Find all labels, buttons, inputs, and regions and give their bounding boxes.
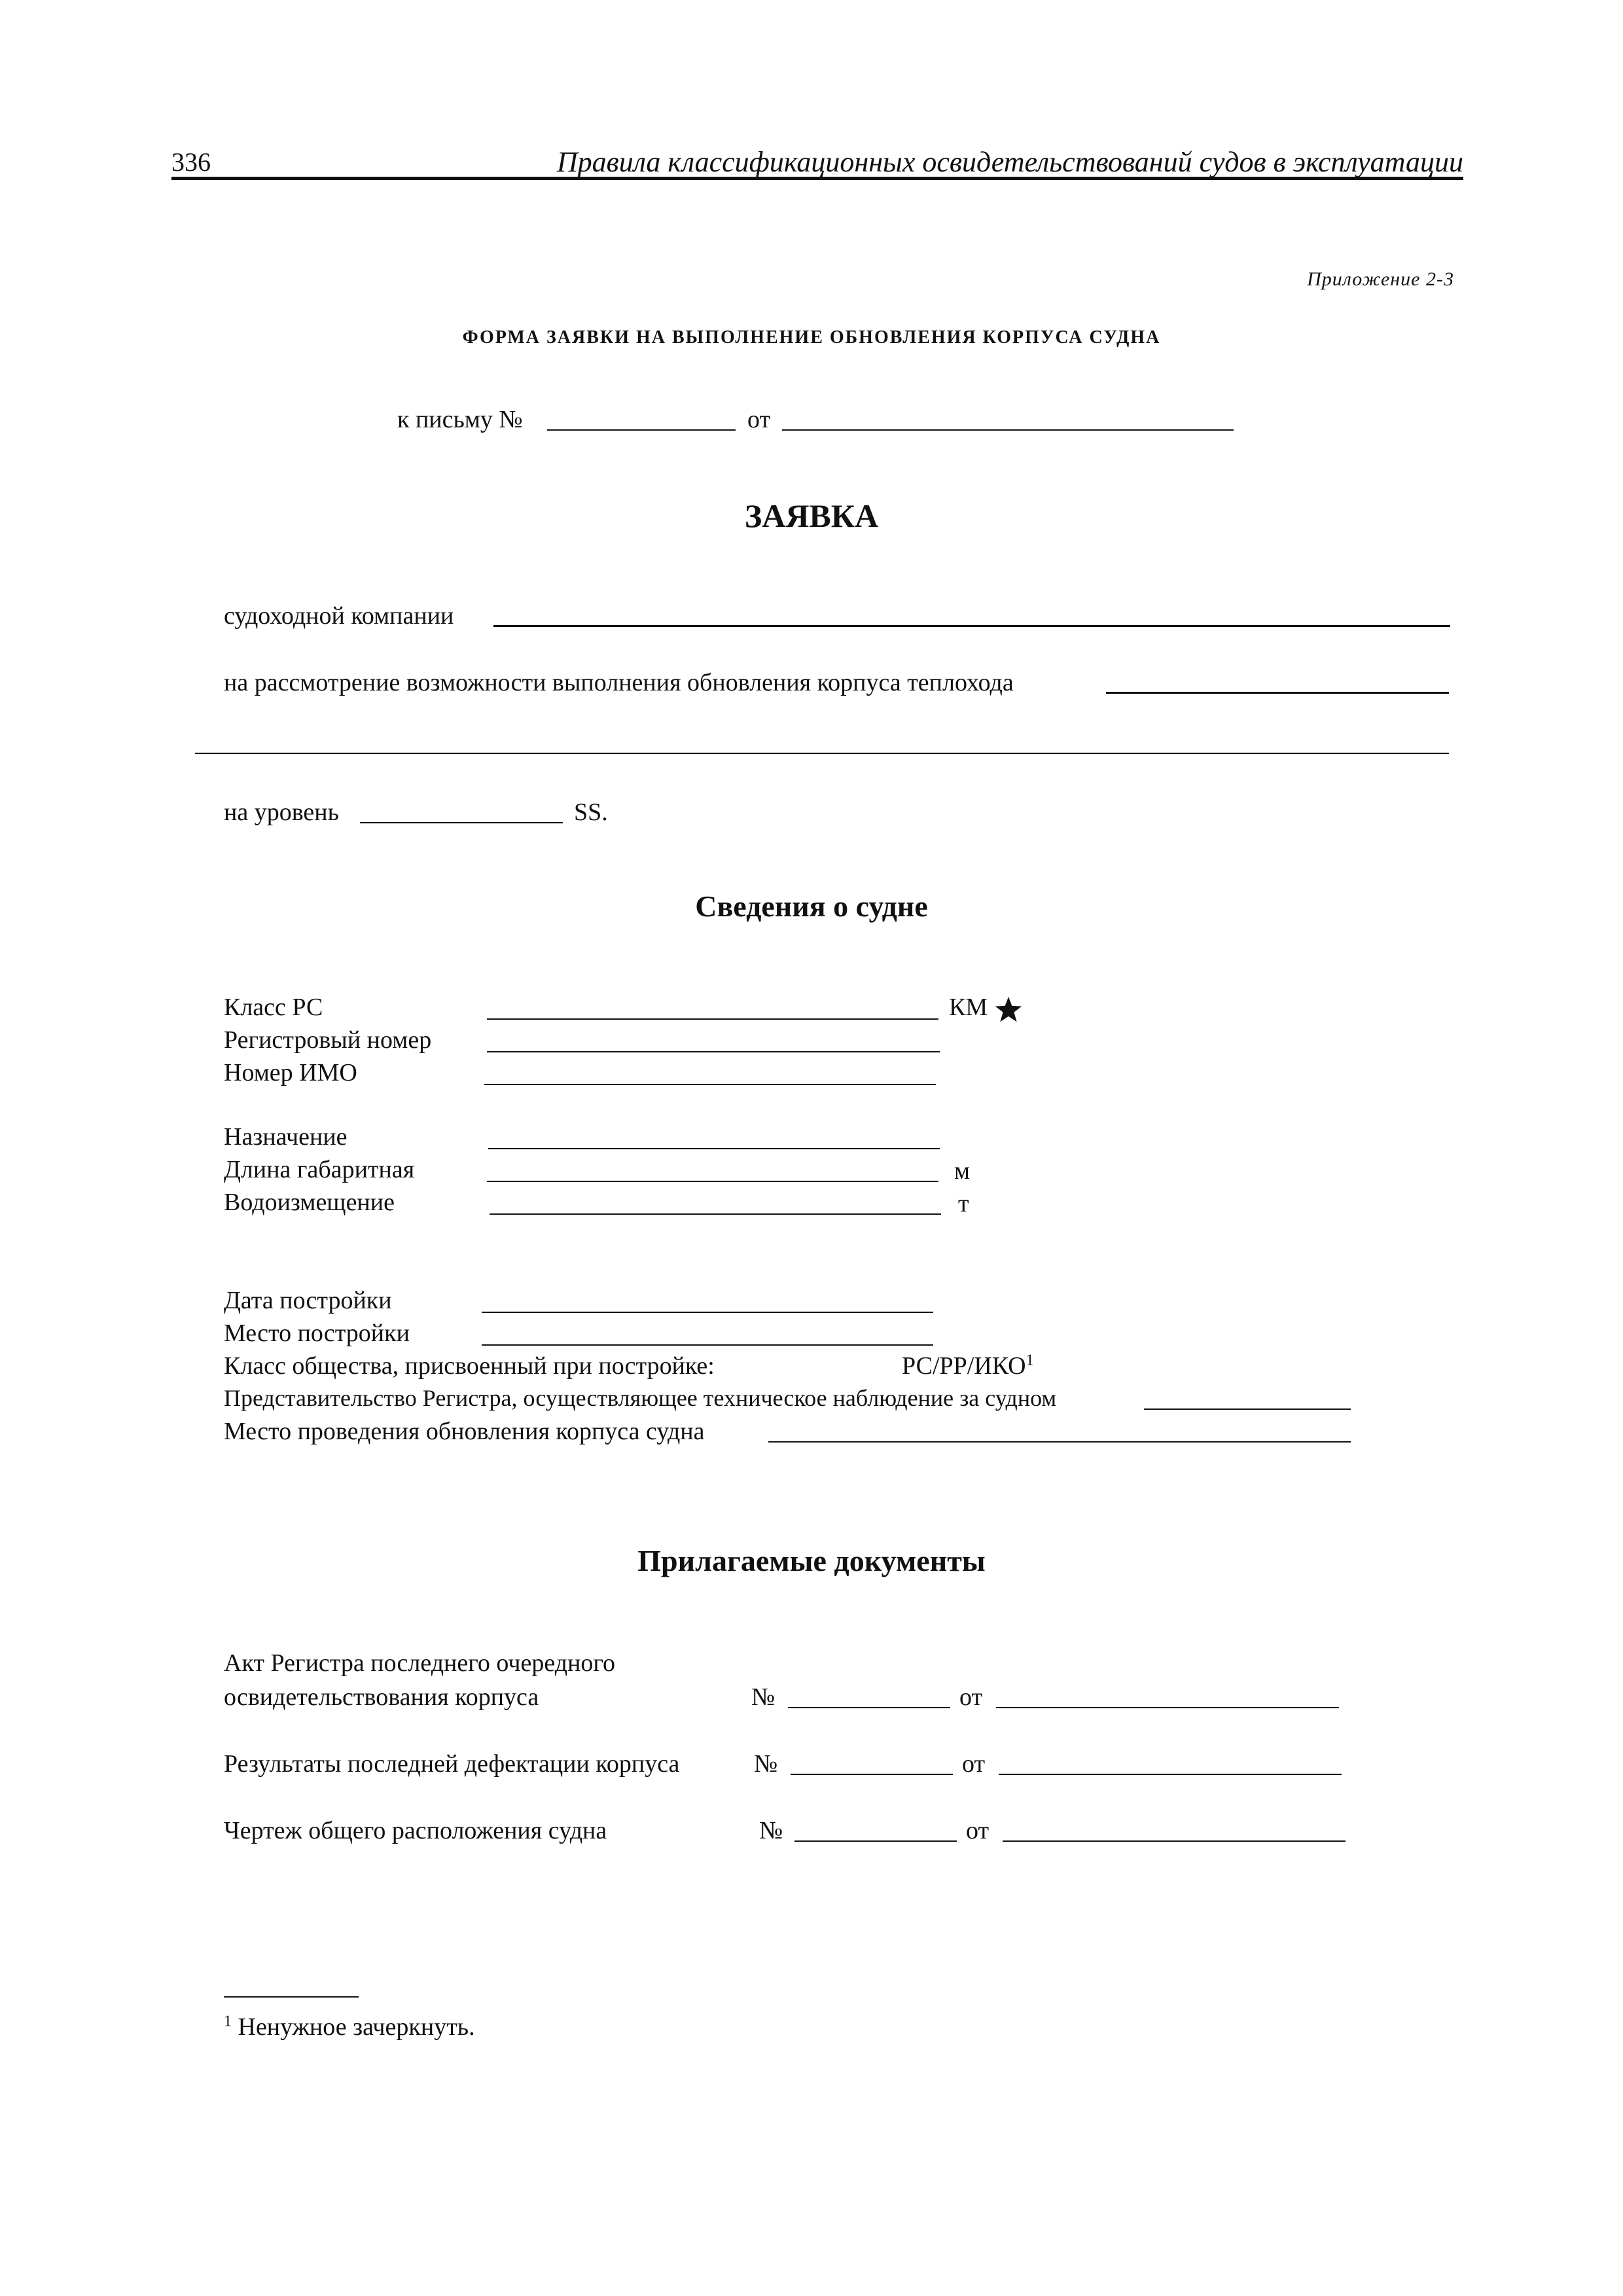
- register-office-field[interactable]: [1144, 1408, 1351, 1410]
- length-unit: м: [954, 1157, 971, 1185]
- footnote-text: Ненужное зачеркнуть.: [238, 2013, 475, 2041]
- doc-1-label-line2: освидетельствования корпуса: [224, 1683, 539, 1711]
- vessel-name-continuation-field[interactable]: [195, 753, 1449, 754]
- register-office-label: Представительство Регистра, осуществляющее техническое наблюдение за судном: [224, 1385, 1057, 1411]
- company-label: судоходной компании: [224, 602, 454, 630]
- build-place-field[interactable]: [482, 1344, 933, 1346]
- renewal-place-label: Место проведения обновления корпуса судна: [224, 1418, 705, 1445]
- renewal-place-field[interactable]: [768, 1441, 1351, 1443]
- reg-number-field[interactable]: [487, 1051, 940, 1052]
- build-date-label: Дата постройки: [224, 1287, 392, 1314]
- star-icon: [993, 995, 1024, 1025]
- running-title: Правила классификационных освидетельствований судов в эксплуатации: [556, 146, 1463, 178]
- displacement-unit: т: [958, 1190, 969, 1217]
- doc-1-from-label: от: [959, 1683, 983, 1711]
- documents-heading: Прилагаемые документы: [637, 1544, 986, 1577]
- company-field[interactable]: [493, 625, 1450, 627]
- page-number: 336: [171, 147, 211, 177]
- length-label: Длина габаритная: [224, 1156, 415, 1183]
- doc-3-number-field[interactable]: [794, 1840, 957, 1842]
- doc-1-label-line1: Акт Регистра последнего очередного: [224, 1649, 616, 1677]
- class-rs-field[interactable]: [487, 1018, 938, 1020]
- doc-3-number-label: №: [759, 1817, 783, 1844]
- header-rule: [171, 177, 1463, 180]
- footnote-reference: 1: [1026, 1352, 1034, 1369]
- letter-ref-label: к письму №: [397, 406, 523, 433]
- doc-2-number-field[interactable]: [791, 1774, 953, 1775]
- reg-number-label: Регистровый номер: [224, 1026, 432, 1054]
- doc-2-number-label: №: [754, 1750, 778, 1778]
- letter-date-field[interactable]: [782, 429, 1234, 431]
- ship-purpose-field[interactable]: [488, 1148, 940, 1149]
- appendix-label: Приложение 2-3: [1307, 268, 1454, 290]
- build-place-label: Место постройки: [224, 1319, 410, 1347]
- class-rs-label: Класс РС: [224, 994, 323, 1021]
- footnote: [224, 2015, 475, 2039]
- imo-number-label: Номер ИМО: [224, 1059, 357, 1086]
- vessel-name-field[interactable]: [1106, 692, 1449, 694]
- doc-1-number-field[interactable]: [788, 1707, 950, 1708]
- build-date-field[interactable]: [482, 1312, 933, 1313]
- doc-2-date-field[interactable]: [999, 1774, 1342, 1775]
- doc-3-from-label: от: [966, 1817, 990, 1844]
- class-rs-suffix: КМ: [949, 994, 988, 1021]
- doc-3-label: Чертеж общего расположения судна: [224, 1817, 607, 1844]
- doc-1-date-field[interactable]: [996, 1707, 1339, 1708]
- level-label: на уровень: [224, 798, 339, 826]
- level-field[interactable]: [360, 822, 563, 823]
- displacement-field[interactable]: [490, 1213, 941, 1215]
- purpose-field-label: Назначение: [224, 1123, 348, 1151]
- doc-2-label: Результаты последней дефектации корпуса: [224, 1750, 680, 1778]
- footnote-rule: [224, 1996, 359, 1998]
- society-class-label: Класс общества, присвоенный при постройке:: [224, 1352, 715, 1380]
- letter-number-field[interactable]: [547, 429, 736, 431]
- application-heading: ЗАЯВКА: [744, 497, 879, 534]
- length-field[interactable]: [487, 1181, 938, 1182]
- level-suffix: SS.: [574, 798, 608, 826]
- society-class-options: РС/РР/ИКО$^1$: [902, 1352, 1034, 1380]
- footnote-mark: 1: [224, 2013, 232, 2030]
- doc-1-number-label: №: [751, 1683, 776, 1711]
- displacement-label: Водоизмещение: [224, 1189, 395, 1216]
- doc-3-date-field[interactable]: [1003, 1840, 1346, 1842]
- letter-from-label: от: [747, 406, 771, 433]
- ship-info-heading: Сведения о судне: [695, 889, 928, 923]
- imo-number-field[interactable]: [484, 1084, 936, 1085]
- purpose-label: на рассмотрение возможности выполнения обновления корпуса теплохода: [224, 669, 1014, 696]
- doc-2-from-label: от: [962, 1750, 986, 1778]
- form-title: ФОРМА ЗАЯВКИ НА ВЫПОЛНЕНИЕ ОБНОВЛЕНИЯ КОРПУСА СУДНА: [462, 327, 1161, 348]
